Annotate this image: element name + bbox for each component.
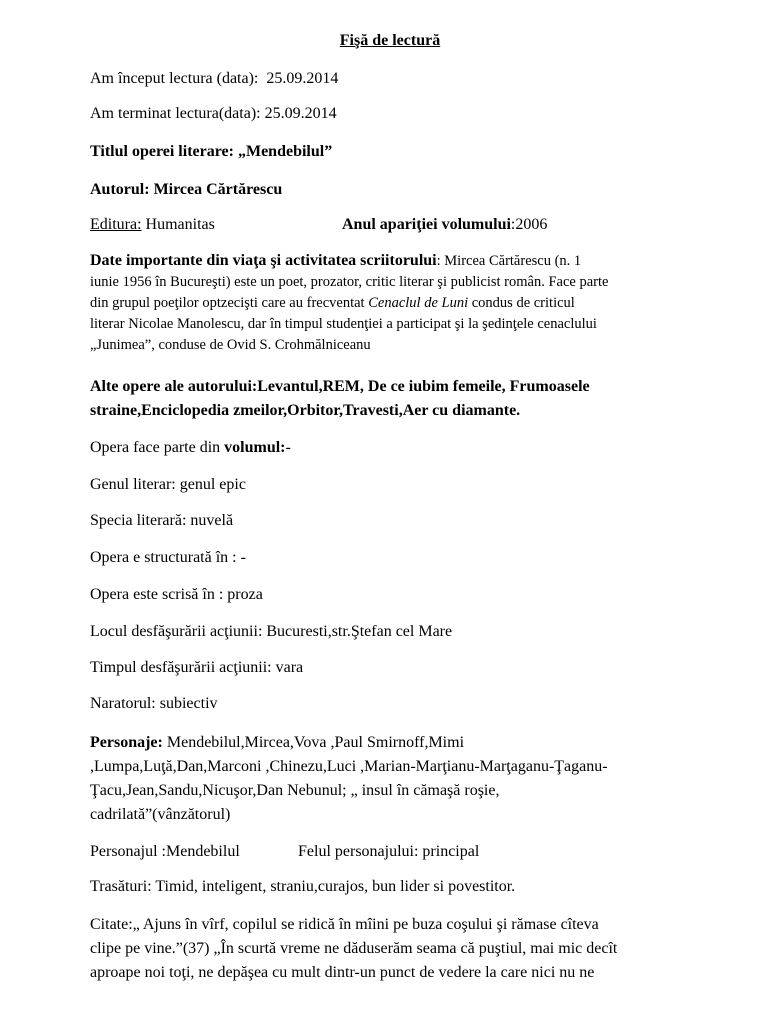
start-date-value: 25.09.2014 [266, 70, 339, 87]
characters-line-1: Mendebilul,Mircea,Vova ,Paul Smirnoff,Mimi [162, 734, 465, 751]
characters [90, 731, 690, 827]
structure-line: Opera e structurată în : - [90, 549, 246, 566]
characters-label: Personaje: [90, 734, 163, 751]
start-date-line [90, 69, 338, 89]
place-line: Locul desfăşurării acţiunii: Bucuresti,str.Ştefan cel Mare [90, 623, 453, 640]
other-works-line-1: :Levantul,REM, De ce iubim femeile, Frumoasele [251, 378, 590, 395]
main-character-line [90, 842, 690, 862]
document-title: Fişă de lectură [339, 32, 441, 49]
bio-line-5: „Junimea”, conduse de Ovid S. Crohmălniceanu [90, 337, 371, 353]
author-line [90, 180, 282, 200]
quotes [90, 913, 690, 985]
end-date-line [90, 104, 337, 124]
volume-value: - [285, 439, 291, 456]
end-date-label: Am terminat lectura(data): [90, 105, 261, 122]
work-title-line [90, 142, 332, 162]
work-title-value: „Mendebilul” [237, 143, 333, 160]
year-value: :2006 [510, 216, 548, 233]
quotes-line-3: aproape noi toţi, ne depăşea cu mult dintr-un punct de vedere la care nici nu ne [90, 964, 595, 981]
characters-line-3: Ţacu,Jean,Sandu,Nicuşor,Dan Nebunul; „ insul în cămaşă roşie, [90, 782, 500, 799]
characters-line-2: ,Lumpa,Luţă,Dan,Marconi ,Chinezu,Luci ,Marian-Marţianu-Marţaganu-Ţaganu- [90, 758, 608, 775]
other-works [90, 375, 690, 423]
volume-line [90, 438, 291, 458]
character-type: Felul personajului: principal [298, 843, 480, 860]
species-line: Specia literară: nuvelă [90, 512, 234, 529]
year-field [342, 215, 547, 235]
author-value: Mircea Cărtărescu [153, 181, 283, 198]
narrator-line: Naratorul: subiectiv [90, 695, 218, 712]
traits-line: Trasături: Timid, inteligent, straniu,curajos, bun lider si povestitor. [90, 878, 516, 895]
start-date-label: Am început lectura (data): [90, 70, 259, 87]
other-works-label: Alte opere ale autorului [90, 378, 252, 395]
author-bio [90, 250, 690, 356]
quotes-line-1: Citate:„ Ajuns în vîrf, copilul se ridică în mîini pe buza coşului şi rămase cîteva [90, 916, 599, 933]
bio-line-1: : Mircea Cărtărescu (n. 1 [436, 253, 582, 269]
bio-line-3-italic: Cenaclul de Luni [368, 295, 469, 311]
volume-label: Opera face parte din [90, 439, 225, 456]
bio-label: Date importante din viaţa şi activitatea scriitorului [90, 252, 437, 269]
bio-line-4: literar Nicolae Manolescu, dar în timpul studenţiei a participat şi la şedinţele cenaclului [90, 316, 597, 332]
quotes-line-2: clipe pe vine.”(37) „În scurtă vreme ne dăduserăm seama că puştiul, mai mic decît [90, 940, 618, 957]
bio-line-3a: din grupul poeţilor optzecişti care au frecventat [90, 295, 369, 311]
bio-line-3b: condus de criticul [468, 295, 575, 311]
written-line: Opera este scrisă în : proza [90, 586, 263, 603]
volume-bold: volumul: [224, 439, 286, 456]
publisher-value: Humanitas [145, 216, 215, 233]
genre-line: Genul literar: genul epic [90, 476, 246, 493]
work-title-label: Titlul operei literare: [90, 143, 234, 160]
year-label: Anul apariţiei volumului [342, 216, 511, 233]
time-line: Timpul desfăşurării acţiunii: vara [90, 659, 304, 676]
publisher-label: Editura: [90, 216, 142, 233]
main-character-label: Personajul :Mendebilul [90, 843, 240, 860]
author-label: Autorul: [90, 181, 150, 198]
other-works-line-2: straine,Enciclopedia zmeilor,Orbitor,Travesti,Aer cu diamante. [90, 402, 521, 419]
bio-line-2: iunie 1956 în Bucureşti) este un poet, prozator, critic literar şi publicist român. Face parte [90, 274, 609, 290]
end-date-value: 25.09.2014 [264, 105, 337, 122]
publisher-line [90, 215, 690, 235]
characters-line-4: cadrilată”(vânzătorul) [90, 806, 231, 823]
